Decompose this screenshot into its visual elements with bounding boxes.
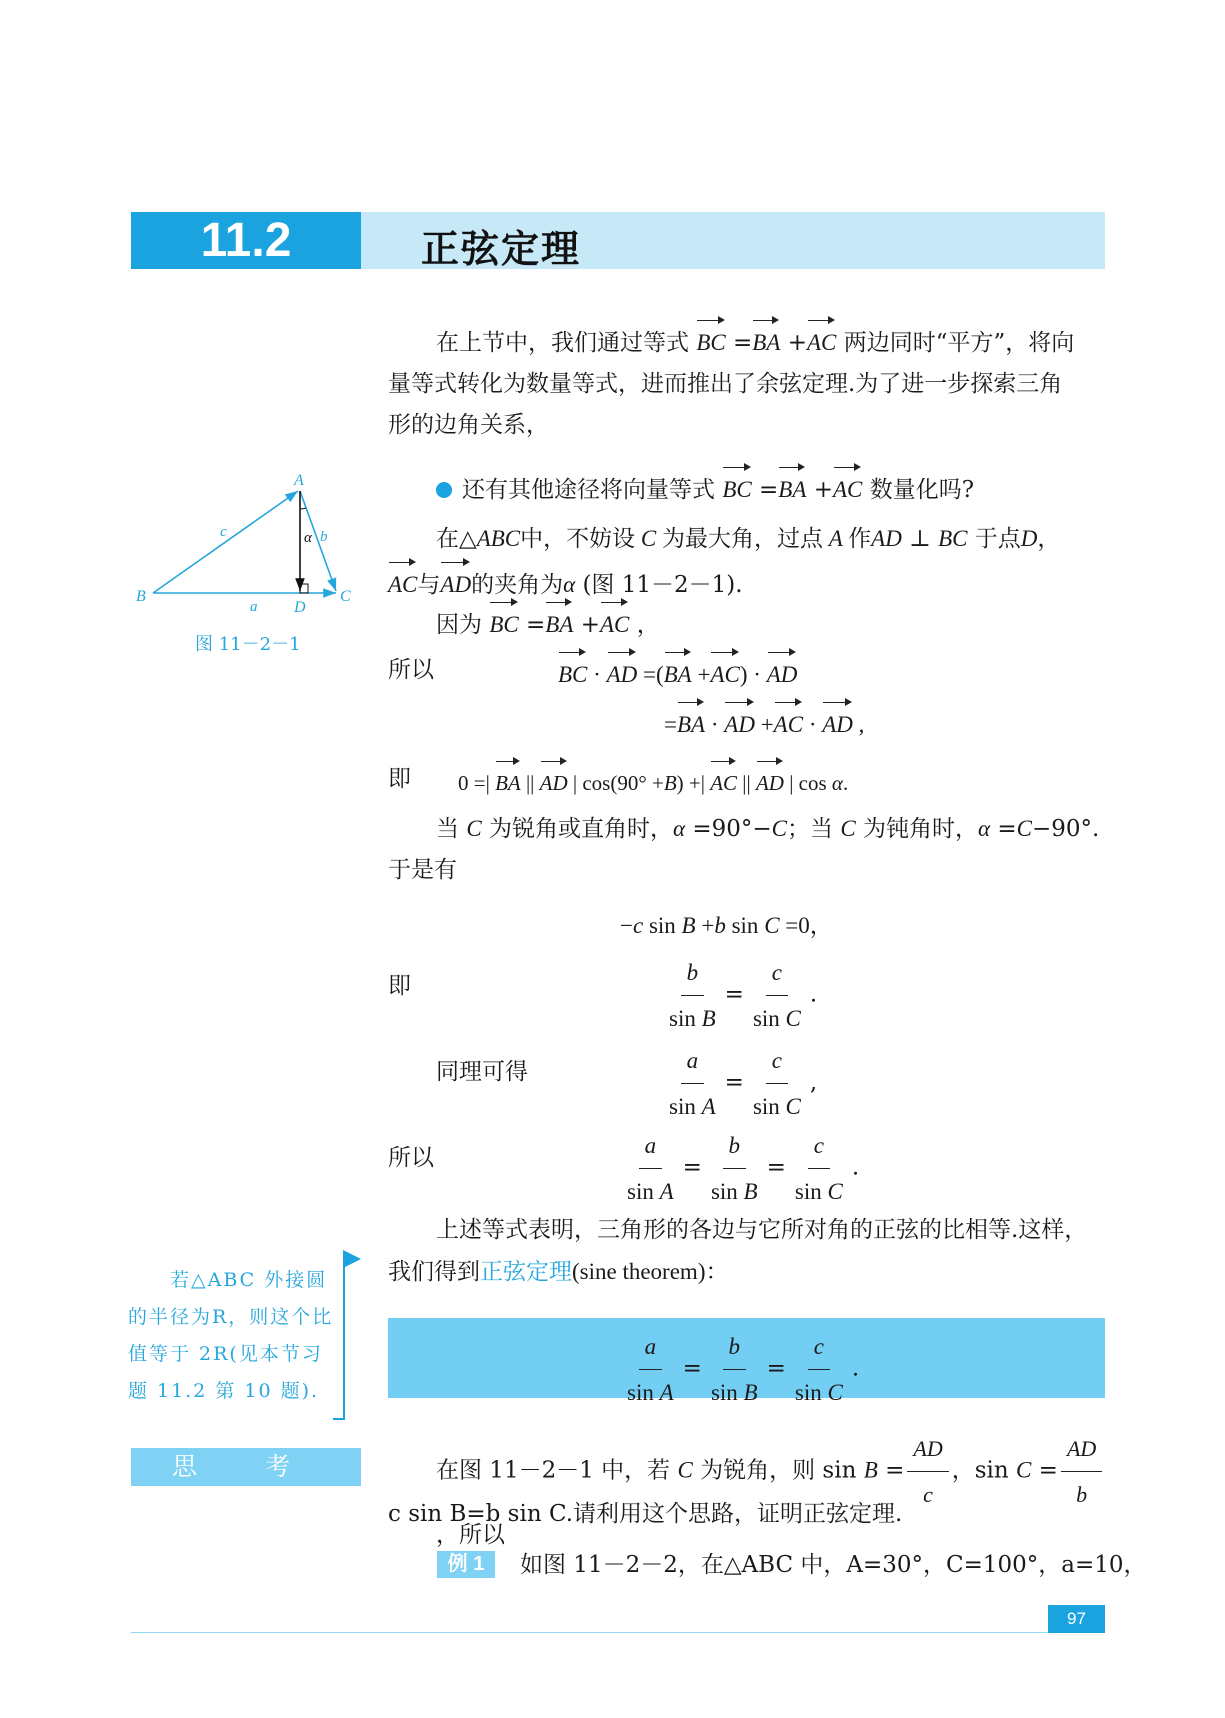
so-label-2: 所以 xyxy=(388,1145,434,1171)
equation-sine-sum: −c sin B +b sin C =0， xyxy=(620,913,833,938)
section-number: 11.2 xyxy=(131,212,361,269)
equation-abc: $\frac{a}{\text{sin A}}$ = $\frac{b}{\text{sin B}}$ = $\frac{c}{\text{sin C}}$ . xyxy=(618,1125,859,1212)
case-line: 当 C 为锐角或直角时，α =90°−C；当 C 为钝角时，α =C−90°. xyxy=(436,816,1100,842)
theorem-name: 正弦定理 xyxy=(480,1259,572,1285)
think-line2: c sin B=b sin C.请利用这个思路，证明正弦定理. xyxy=(388,1501,903,1527)
equation-a-c: $\frac{a}{\text{sin A}}$ = $\frac{c}{\text{sin C}}$ , xyxy=(660,1040,817,1127)
yushi-line: 于是有 xyxy=(388,857,457,883)
triangle-figure xyxy=(128,465,368,615)
label-c: c xyxy=(220,524,227,540)
side-note: 若△ABC 外接圆 的半径为R，则这个比 值等于 2R(见本节习 题 11.2 第 10 题). xyxy=(128,1269,334,1402)
label-D: D xyxy=(294,599,306,615)
equation-dot-2: =BA · AD +AC · AD , xyxy=(664,700,864,745)
label-C: C xyxy=(340,588,351,605)
because-line: 因为 BC =BA +AC ， xyxy=(436,600,660,646)
section-title-bar xyxy=(361,212,1105,269)
ji-label-1: 即 xyxy=(388,766,411,792)
equation-dot-1: BC · AD =(BA +AC) · AD xyxy=(558,650,797,695)
think-text: 在图 11－2－1 中，若 C 为锐角，则 sin B = $\frac{AD}{c}$ ，sin C = $\frac{AD}{b}$ ，所以 xyxy=(388,1428,1108,1556)
label-b: b xyxy=(320,529,328,545)
label-A: A xyxy=(294,472,304,489)
page-number: 97 xyxy=(1048,1605,1105,1633)
question-line: 还有其他途径将向量等式 BC =BA +AC 数量化吗? xyxy=(436,465,974,511)
so-label-1: 所以 xyxy=(388,657,434,683)
label-alpha: α xyxy=(304,530,312,546)
example-label: 例 1 xyxy=(437,1551,495,1578)
page-bottom-rule xyxy=(131,1632,1105,1633)
setup-paragraph: 在△ABC中，不妨设 C 为最大角，过点 A 作AD ⊥ BC 于点D， AC与AD的夹角为α (图 11－2－1). xyxy=(388,518,1108,606)
example-text: 如图 11－2－2，在△ABC 中，A=30°，C=100°，a=10， xyxy=(520,1552,1147,1578)
theorem-box: $\frac{a}{\text{sin A}}$ = $\frac{b}{\text{sin B}}$ = $\frac{c}{\text{sin C}}$ . xyxy=(388,1318,1105,1398)
equation-cos: 0 =| BA || AD | cos(90° +B) +| AC || AD | cos α. xyxy=(458,759,848,804)
note-bracket xyxy=(333,1256,345,1420)
note-flag-icon xyxy=(343,1250,363,1270)
label-B: B xyxy=(136,588,146,605)
conclusion-paragraph: 上述等式表明，三角形的各边与它所对角的正弦的比相等.这样， 我们得到正弦定理(sine theorem)： xyxy=(388,1217,1088,1285)
figure-caption: 图 11－2－1 xyxy=(195,634,301,655)
think-label: 思 考 xyxy=(131,1448,361,1486)
equation-b-c: $\frac{b}{\text{sin B}}$ = $\frac{c}{\text{sin C}}$ . xyxy=(660,952,817,1039)
tongli-label: 同理可得 xyxy=(436,1059,528,1085)
label-a: a xyxy=(250,599,258,615)
section-title: 正弦定理 xyxy=(421,226,582,271)
intro-paragraph: 在上节中，我们通过等式 BC =BA +AC 两边同时“平方”，将向 量等式转化为数量等式，进而推出了余弦定理.为了进一步探索三角 形的边角关系， xyxy=(388,318,1108,446)
bullet-icon xyxy=(436,482,452,498)
ji-label-2: 即 xyxy=(388,973,411,999)
